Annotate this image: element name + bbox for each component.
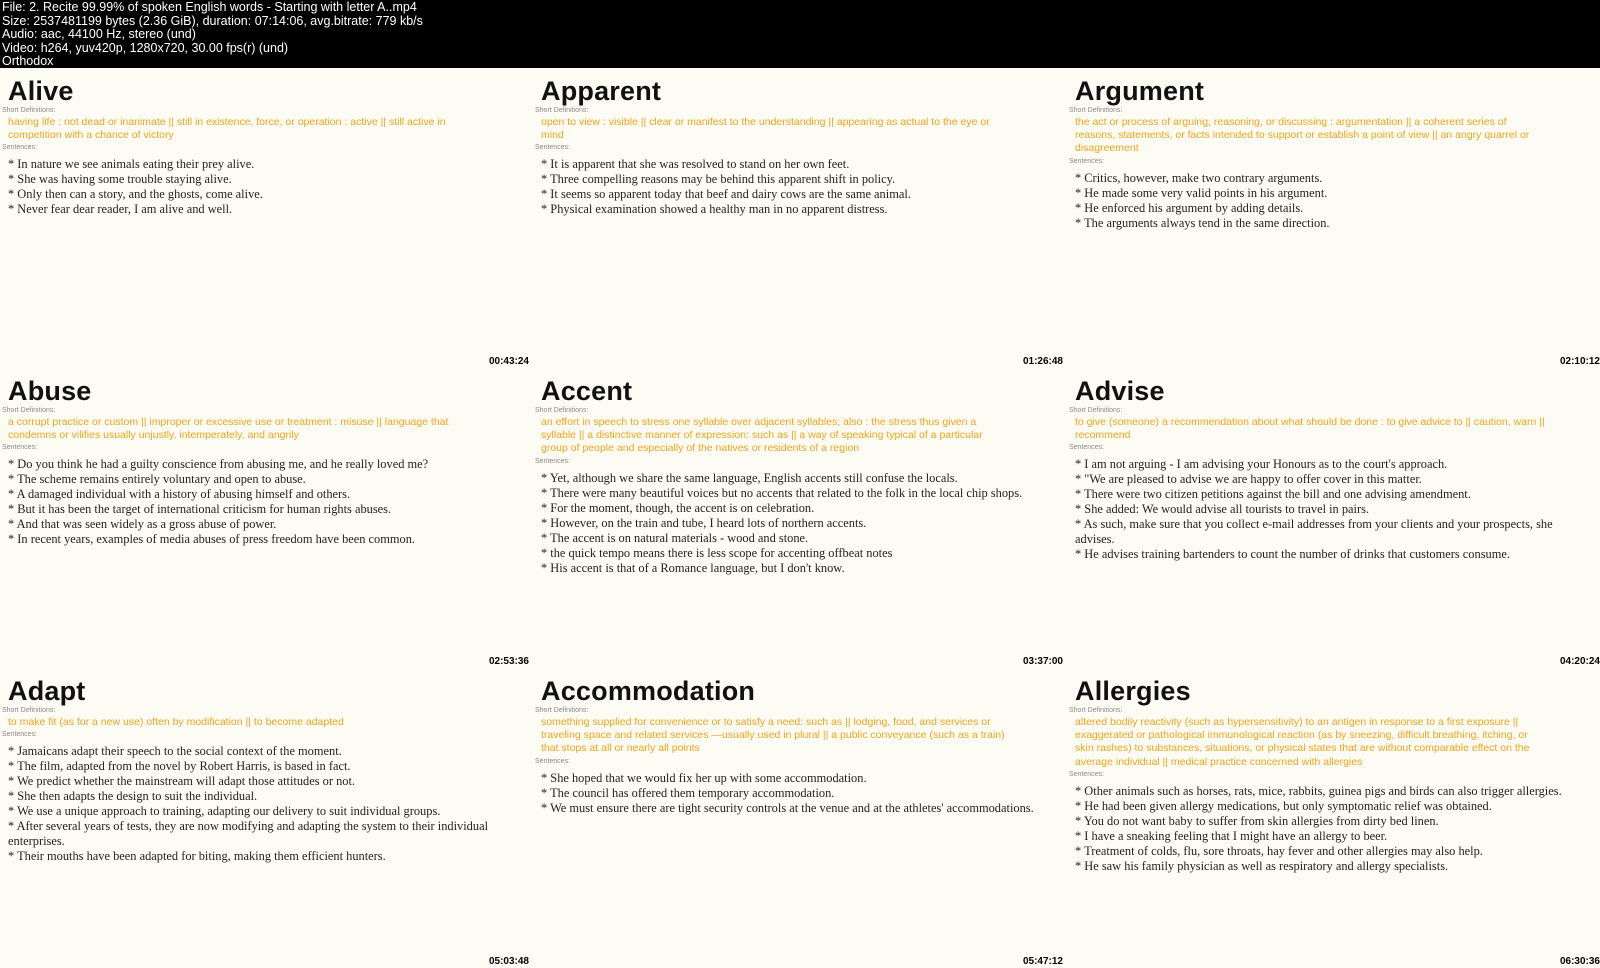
sentences-label: Sentences: <box>2 731 38 739</box>
frame-timestamp: 02:53:36 <box>488 656 529 667</box>
short-definitions-label: Short Definitions: <box>1069 707 1123 714</box>
sentence-list <box>1075 784 1585 874</box>
sentences-label: Sentences: <box>1069 770 1105 778</box>
definition-text: open to view : visible || clear or manifest to the understanding || appearing as actual to the eye or mind <box>541 116 990 142</box>
sentence-item: * He advises training bartenders to count the number of drinks that customers consume. <box>1075 547 1585 562</box>
definition-text: a corrupt practice or custom || improper or excessive use or treatment : misuse || language that condemns or vilifies usually unjustly, intemperately, and angrily <box>8 416 449 442</box>
sentence-item: * The council has offered them temporary accommodation. <box>541 786 1051 801</box>
word-title: Accent <box>541 376 633 406</box>
sentence-item: * She was having some trouble staying alive. <box>8 172 518 187</box>
sentence-item: * Do you think he had a guilty conscience from abusing me, and he really loved me? <box>8 457 518 472</box>
frame-timestamp: 05:03:48 <box>488 956 529 967</box>
sentence-item: * Never fear dear reader, I am alive and well. <box>8 202 518 217</box>
sentence-item: * Jamaicans adapt their speech to the social context of the moment. <box>8 744 518 759</box>
word-title: Advise <box>1075 376 1165 406</box>
sentence-item: * Yet, although we share the same language, English accents still confuse the locals. <box>541 471 1051 486</box>
video-frame[interactable] <box>533 368 1067 668</box>
sentences-label: Sentences: <box>2 444 38 452</box>
sentence-item: * Other animals such as horses, rats, mice, rabbits, guinea pigs and birds can also trigger allergies. <box>1075 784 1585 799</box>
word-title: Argument <box>1075 76 1205 106</box>
sentence-item: * Physical examination showed a healthy man in no apparent distress. <box>541 202 1051 217</box>
sentence-list <box>541 471 1051 576</box>
word-title: Alive <box>8 76 74 106</box>
file-name-line: File: 2. Recite 99.99% of spoken English words - Starting with letter A..mp4 <box>2 0 417 14</box>
video-frame[interactable] <box>0 368 533 668</box>
video-frame[interactable] <box>1067 668 1600 968</box>
frame-timestamp: 00:43:24 <box>488 356 529 367</box>
definition-text: the act or process of arguing, reasoning, or discussing : argumentation || a coherent series of reasons, statements, or facts intended to support or establish a point of view || an angry quarrel or disagreement <box>1075 116 1530 155</box>
sentence-item: * Treatment of colds, flu, sore throats, hay fever and other allergies may also help. <box>1075 844 1585 859</box>
definition-text: an effort in speech to stress one syllable over adjacent syllables; also : the stress thus given a syllable || a distinctive manner of expression: such as || a way of speaking typical of a particular group of people and especially of the natives or residents of a region <box>541 416 983 455</box>
thumbnail-grid <box>0 68 1600 968</box>
sentence-item: * "We are pleased to advise we are happy to offer cover in this matter. <box>1075 472 1585 487</box>
extra-info-line: Orthodox <box>2 54 54 69</box>
video-frame[interactable] <box>1067 368 1600 668</box>
word-title: Abuse <box>8 376 92 406</box>
sentence-list <box>8 744 518 864</box>
sentence-item: * A damaged individual with a history of abusing himself and others. <box>8 487 518 502</box>
video-frame[interactable] <box>533 68 1067 368</box>
sentence-item: * Three compelling reasons may be behind this apparent shift in policy. <box>541 172 1051 187</box>
word-title: Accommodation <box>541 676 756 706</box>
word-title: Allergies <box>1075 676 1191 706</box>
short-definitions-label: Short Definitions: <box>535 407 589 414</box>
video-frame[interactable] <box>0 668 533 968</box>
sentence-list <box>541 157 1051 217</box>
sentence-item: * It seems so apparent today that beef and dairy cows are the same animal. <box>541 187 1051 202</box>
short-definitions-label: Short Definitions: <box>535 107 589 114</box>
sentence-item: * The accent is on natural materials - wood and stone. <box>541 531 1051 546</box>
sentence-item: * We predict whether the mainstream will adapt those attitudes or not. <box>8 774 518 789</box>
sentence-item: * He saw his family physician as well as respiratory and allergy specialists. <box>1075 859 1585 874</box>
video-info-header <box>0 0 1600 68</box>
sentence-list <box>1075 457 1585 562</box>
video-frame[interactable] <box>1067 68 1600 368</box>
sentence-list <box>8 457 518 547</box>
video-frame[interactable] <box>0 68 533 368</box>
sentences-label: Sentences: <box>1069 444 1105 452</box>
sentences-label: Sentences: <box>535 144 571 152</box>
sentence-item: * In nature we see animals eating their prey alive. <box>8 157 518 172</box>
sentence-item: * I have a sneaking feeling that I might have an allergy to beer. <box>1075 829 1585 844</box>
sentences-label: Sentences: <box>2 144 38 152</box>
sentence-item: * After several years of tests, they are now modifying and adapting the system to their individual enterprises. <box>8 819 518 849</box>
sentence-item: * She then adapts the design to suit the individual. <box>8 789 518 804</box>
sentence-item: * She added: We would advise all tourists to travel in pairs. <box>1075 502 1585 517</box>
file-size-line: Size: 2537481199 bytes (2.36 GiB), duration: 07:14:06, avg.bitrate: 779 kb/s <box>2 13 423 28</box>
sentence-list <box>8 157 518 217</box>
sentence-item: * And that was seen widely as a gross abuse of power. <box>8 517 518 532</box>
sentence-item: * We must ensure there are tight security controls at the venue and at the athletes' accommodations. <box>541 801 1051 816</box>
sentence-item: * The scheme remains entirely voluntary and open to abuse. <box>8 472 518 487</box>
sentence-item: * But it has been the target of international criticism for human rights abuses. <box>8 502 518 517</box>
sentence-list <box>541 771 1051 816</box>
short-definitions-label: Short Definitions: <box>1069 407 1123 414</box>
definition-text: having life : not dead or inanimate || still in existence, force, or operation : active || still active in competition with a chance of victory <box>8 116 446 142</box>
sentences-label: Sentences: <box>535 457 571 465</box>
sentence-item: * Only then can a story, and the ghosts, come alive. <box>8 187 518 202</box>
definition-text: something supplied for convenience or to satisfy a need: such as || lodging, food, and services or traveling space and related services —usually used in plural || a public conveyance (such as a train) that stops at all or nearly all points <box>541 716 1005 755</box>
word-title: Adapt <box>8 676 86 706</box>
sentence-item: * In recent years, examples of media abuses of press freedom have been common. <box>8 532 518 547</box>
sentence-item: * His accent is that of a Romance language, but I don't know. <box>541 561 1051 576</box>
short-definitions-label: Short Definitions: <box>2 707 56 714</box>
definition-text: to make fit (as for a new use) often by modification || to become adapted <box>8 716 344 728</box>
frame-timestamp: 06:30:36 <box>1559 956 1600 967</box>
definition-text: to give (someone) a recommendation about what should be done : to give advice to || caution, warn || recommend <box>1075 416 1545 442</box>
frame-timestamp: 03:37:00 <box>1022 656 1063 667</box>
word-title: Apparent <box>541 76 662 106</box>
audio-info-line: Audio: aac, 44100 Hz, stereo (und) <box>2 27 196 42</box>
sentence-item: * He had been given allergy medications, but only symptomatic relief was obtained. <box>1075 799 1585 814</box>
short-definitions-label: Short Definitions: <box>2 107 56 114</box>
sentence-item: * I am not arguing - I am advising your Honours as to the court's approach. <box>1075 457 1585 472</box>
video-frame[interactable] <box>533 668 1067 968</box>
sentences-label: Sentences: <box>1069 157 1105 165</box>
sentence-item: * The film, adapted from the novel by Robert Harris, is based in fact. <box>8 759 518 774</box>
sentence-item: * We use a unique approach to training, adapting our delivery to suit individual groups. <box>8 804 518 819</box>
short-definitions-label: Short Definitions: <box>2 407 56 414</box>
sentence-item: * For the moment, though, the accent is on celebration. <box>541 501 1051 516</box>
frame-timestamp: 01:26:48 <box>1022 356 1063 367</box>
sentence-item: * There were many beautiful voices but no accents that related to the folk in the local chip shops. <box>541 486 1051 501</box>
sentence-item: * Critics, however, make two contrary arguments. <box>1075 171 1585 186</box>
sentence-list <box>1075 171 1585 231</box>
sentence-item: * the quick tempo means there is less scope for accenting offbeat notes <box>541 546 1051 561</box>
sentence-item: * As such, make sure that you collect e-mail addresses from your clients and your prospects, she advises. <box>1075 517 1585 547</box>
sentence-item: * Their mouths have been adapted for biting, making them efficient hunters. <box>8 849 518 864</box>
sentence-item: * The arguments always tend in the same direction. <box>1075 216 1585 231</box>
sentence-item: * He made some very valid points in his argument. <box>1075 186 1585 201</box>
sentence-item: * She hoped that we would fix her up with some accommodation. <box>541 771 1051 786</box>
short-definitions-label: Short Definitions: <box>1069 107 1123 114</box>
sentence-item: * You do not want baby to suffer from skin allergies from dirty bed linen. <box>1075 814 1585 829</box>
frame-timestamp: 02:10:12 <box>1559 356 1600 367</box>
sentence-item: * He enforced his argument by adding details. <box>1075 201 1585 216</box>
frame-timestamp: 05:47:12 <box>1022 956 1063 967</box>
sentence-item: * There were two citizen petitions against the bill and one advising amendment. <box>1075 487 1585 502</box>
frame-timestamp: 04:20:24 <box>1559 656 1600 667</box>
definition-text: altered bodily reactivity (such as hypersensitivity) to an antigen in response to a first exposure || exaggerated or pathological immunological reaction (as by sneezing, difficult breathing, itching, or skin rashes) to substances, situations, or physical states that are without comparable effect on the average individual || medical practice concerned with allergies <box>1075 716 1530 768</box>
sentences-label: Sentences: <box>535 757 571 765</box>
sentence-item: * It is apparent that she was resolved to stand on her own feet. <box>541 157 1051 172</box>
video-info-line: Video: h264, yuv420p, 1280x720, 30.00 fps(r) (und) <box>2 40 289 55</box>
sentence-item: * However, on the train and tube, I heard lots of northern accents. <box>541 516 1051 531</box>
short-definitions-label: Short Definitions: <box>535 707 589 714</box>
